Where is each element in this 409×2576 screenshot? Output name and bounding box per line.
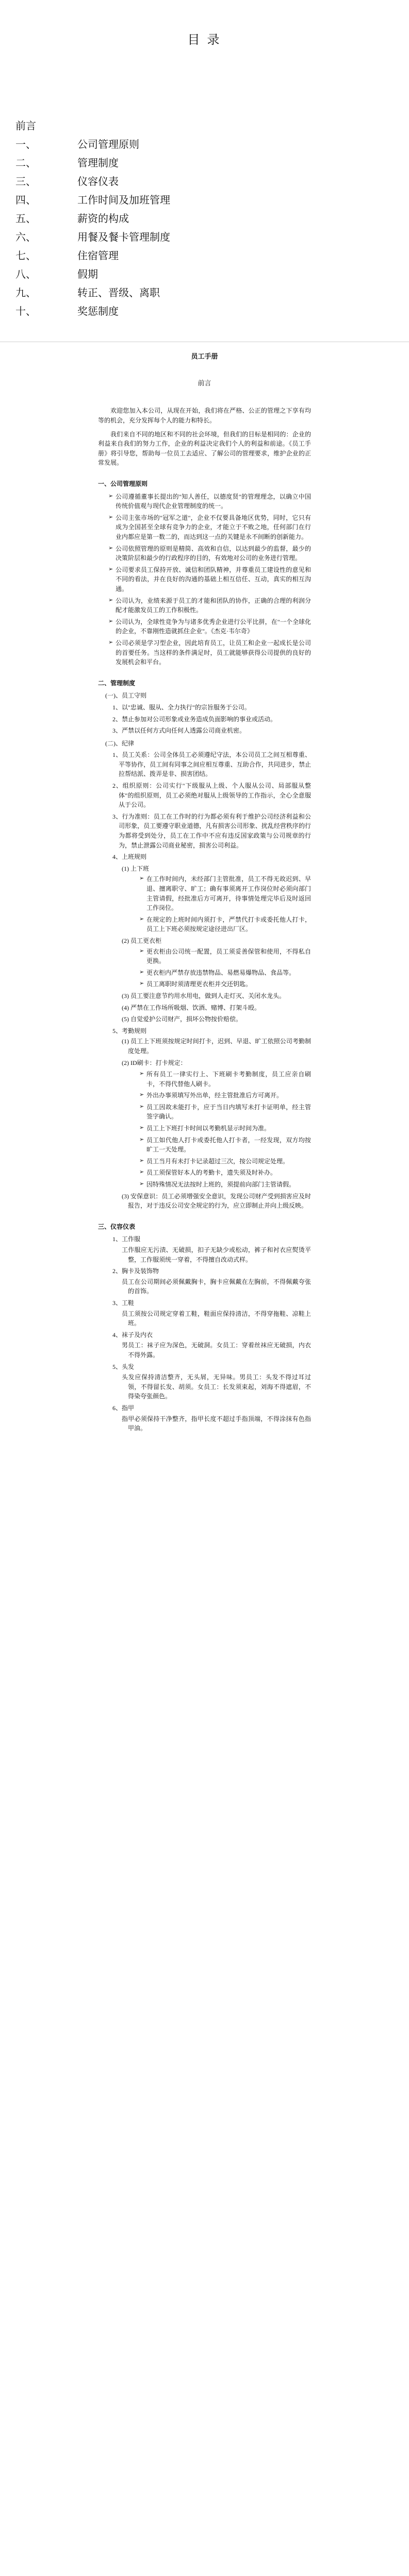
clause-text: (3) 员工要注意节约用水用电，做到人走灯灭、关闭水龙头。 bbox=[122, 992, 285, 999]
toc-item bbox=[15, 228, 409, 247]
document-body bbox=[0, 406, 409, 1433]
attendance-bullet: ➢ 所有员工一律实行上、下班刷卡考勤制度，员工应亲自刷卡，不得代替他人刷卡。 bbox=[139, 1070, 311, 1089]
toc-item-label: 转正、晋级、离职 bbox=[77, 287, 160, 299]
clause-heading: 5、考勤规则 bbox=[112, 1027, 147, 1035]
toc-item bbox=[15, 265, 409, 284]
rule-item: 2、禁止参加对公司形象或业务造成负面影响的事业或活动。 bbox=[112, 715, 277, 723]
toc-item-label: 仪容仪表 bbox=[77, 176, 119, 188]
preface-paragraph: 欢迎您加入本公司，从现在开始，我们将在严格、公正的管理之下享有均等的机会，充分发挥每个人的能力和特长。 bbox=[98, 407, 311, 425]
toc-item bbox=[15, 135, 409, 154]
appearance-text: 员工在公司期间必须佩戴胸卡，胸卡应佩戴在左胸前，不得佩戴夸张的首饰。 bbox=[122, 1278, 311, 1295]
toc-title: 目 录 bbox=[187, 33, 222, 47]
toc-item-number: 八、 bbox=[15, 268, 36, 280]
principle-item: ➢ 公司主张市场的"冠军之道"，企业不仅要具备地区优势，同时，它只有成为全国甚至全球有竞争力的企业，才能立于不败之地，任何部门在行业内都应是第一数二的，而达到这一点的关键是永不间断的创新能力。 bbox=[108, 513, 311, 542]
handbook-title: 员工手册 bbox=[191, 352, 218, 361]
appearance-text: 工作服应无污渍、无破损，扣子无缺少或松动，裤子和衬衣应熨烫平整，工作服须统一穿着，不得擅自改动式样。 bbox=[122, 1246, 311, 1263]
toc-item-number: 二、 bbox=[15, 157, 36, 169]
appearance-text: 指甲必须保持干净整齐，指甲长度不超过手指顶端，不得涂抹有色指甲油。 bbox=[122, 1415, 311, 1432]
principle-item: ➢ 公司遵循董事长提出的"知人善任，以德度贤"的管理理念，以确立中国传统价值观与现代企业管理制度的统一。 bbox=[108, 492, 311, 511]
discipline-item: 2、组织原则：公司实行"下级服从上级、个人服从公司、局部服从整体"的组织原则，员工必须绝对服从上级领导的工作指示，全心全意服从于公司。 bbox=[112, 782, 311, 809]
discipline-item: 3、行为准则：员工在工作时的行为都必须有利于维护公司经济利益和公司形象，员工要遵守职业道德，凡有损害公司形象、扰乱经营秩序的行为都将受到处分，员工在工作中不应有违反国家政策与公司规章的行为，禁止泄露公司商业秘密，损害公司利益。 bbox=[112, 812, 311, 849]
toc-item bbox=[15, 247, 409, 265]
attendance-item: (1) 员工上下班须按规定时间打卡，迟到、早退、旷工依照公司考勤制度处理。 bbox=[122, 1038, 311, 1055]
toc-item-label: 薪资的构成 bbox=[77, 213, 129, 225]
clause-heading: (1) 上下班 bbox=[122, 865, 149, 872]
appearance-heading: 1、工作服 bbox=[112, 1235, 141, 1243]
locker-bullet: ➢ 更衣柜由公司统一配置，员工须妥善保管和使用，不得私自更换。 bbox=[139, 947, 311, 966]
toc-item bbox=[15, 117, 409, 135]
rule-bullet: ➢ 在规定的上班时间内须打卡，严禁代打卡或委托他人打卡，员工上下班必须按规定途径进出厂区。 bbox=[139, 915, 311, 934]
preface-paragraph: 我们来自不同的地区和不同的社会环境，但我们的目标是相同的：企业的利益来自我们的努力工作，企业的利益决定我们个人的利益和前途。《员工手册》将引导您，帮助每一位员工去适应、了解公司的管理要求，维护企业的正常发展。 bbox=[98, 430, 311, 467]
principle-item: ➢ 公司认为，全球性竞争为与诸多优秀企业进行公平比拼，在"一个全球化的企业，不靠刚性造就抓住企业"。《杰克·韦尔奇》 bbox=[108, 617, 311, 636]
toc-item-number: 六、 bbox=[15, 231, 36, 243]
attendance-item: (2) ID刷卡：打卡规定： bbox=[122, 1059, 187, 1066]
attendance-bullet: ➢ 员工因故未能打卡，应于当日内填写未打卡证明单，经主管签字确认。 bbox=[139, 1103, 311, 1122]
clause-text: (3) 安保意识：员工必须增强安全意识，发现公司财产受到损害应及时报告，对于违反公司安全规定的行为，应立即制止并向上级反映。 bbox=[122, 1192, 311, 1210]
toc-item-number: 七、 bbox=[15, 250, 36, 262]
toc-item-number: 前言 bbox=[15, 120, 36, 132]
section-heading: 三、仪容仪表 bbox=[98, 1223, 136, 1230]
toc-item-number: 四、 bbox=[15, 194, 36, 206]
toc-item bbox=[15, 210, 409, 228]
clause-heading: (2) 员工更衣柜 bbox=[122, 937, 161, 944]
clause-text: (5) 自觉爱护公司财产，损坏公物按价赔偿。 bbox=[122, 1015, 242, 1023]
attendance-bullet: ➢ 员工当月有未打卡记录超过三次，按公司规定处理。 bbox=[139, 1157, 311, 1166]
locker-bullet: ➢ 更衣柜内严禁存放违禁物品、易燃易爆物品、食品等。 bbox=[139, 968, 311, 978]
principle-item: ➢ 公司依照管理的原则是精简、高效和自信，以达到最少的监督，最少的决策阶层和最少的行政程序的目的，有效地对公司的业务进行管理。 bbox=[108, 544, 311, 563]
preface-title: 前言 bbox=[198, 379, 211, 387]
toc-item-label: 假期 bbox=[77, 268, 98, 280]
appearance-text: 男员工：袜子应为深色，无破洞。女员工：穿着丝袜应无破损，内衣不得外露。 bbox=[122, 1342, 311, 1359]
appearance-heading: 3、工鞋 bbox=[112, 1299, 135, 1307]
toc-item bbox=[15, 154, 409, 173]
toc-item-label: 公司管理原则 bbox=[77, 139, 139, 150]
toc-item-number: 九、 bbox=[15, 287, 36, 299]
rule-item: 1、以"忠诚、服从、全力执行"的宗旨服务于公司。 bbox=[112, 703, 251, 711]
toc-item bbox=[15, 302, 409, 321]
toc-item bbox=[15, 173, 409, 191]
principle-item: ➢ 公司必须是学习型企业，因此培育员工，让员工和企业一起成长是公司的首要任务。当这样的条件满足时，员工就能够获得公司提供的良好的发展机会和平台。 bbox=[108, 638, 311, 667]
toc-item-number: 三、 bbox=[15, 176, 36, 188]
appearance-heading: 4、袜子及内衣 bbox=[112, 1331, 153, 1338]
toc-item-number: 五、 bbox=[15, 213, 36, 225]
toc-item-number: 十、 bbox=[15, 306, 36, 317]
section-heading: 一、公司管理原则 bbox=[98, 480, 148, 488]
attendance-bullet: ➢ 员工须保管好本人的考勤卡，遗失须及时补办。 bbox=[139, 1168, 311, 1178]
appearance-text: 员工须按公司规定穿着工鞋，鞋面应保持清洁，不得穿拖鞋、凉鞋上班。 bbox=[122, 1310, 311, 1327]
rule-item: 3、严禁以任何方式向任何人透露公司商业机密。 bbox=[112, 727, 246, 735]
attendance-bullet: ➢ 外出办事须填写外出单，经主管批准后方可离开。 bbox=[139, 1091, 311, 1100]
subsection-heading: (一)、员工守则 bbox=[105, 692, 146, 700]
toc-item-label: 管理制度 bbox=[77, 157, 119, 169]
appearance-heading: 6、指甲 bbox=[112, 1404, 135, 1412]
section-heading: 二、管理制度 bbox=[98, 679, 136, 687]
toc-item-label: 住宿管理 bbox=[77, 250, 119, 262]
toc-item-number: 一、 bbox=[15, 139, 36, 150]
appearance-heading: 5、头发 bbox=[112, 1363, 135, 1370]
principle-item: ➢ 公司认为，业绩来源于员工的才能和团队的协作，正确的合理的利润分配才能激发员工的工作积极性。 bbox=[108, 596, 311, 615]
clause-text: (4) 严禁在工作场所吸烟、饮酒、赌博、打架斗殴。 bbox=[122, 1004, 260, 1011]
appearance-text: 头发应保持清洁整齐，无头屑，无异味。男员工：头发不得过耳过领，不得留长发、胡须。女员工：长发须束起，刘海不得遮眉，不得染夸张颜色。 bbox=[122, 1374, 311, 1400]
toc-item-label: 用餐及餐卡管理制度 bbox=[77, 231, 170, 243]
toc-item-label: 工作时间及加班管理 bbox=[77, 194, 170, 206]
principle-item: ➢ 公司要求员工保持开放、诚信和团队精神，并尊重员工建设性的意见和不同的看法，并在良好的沟通的基础上相互信任、互动，真实的相互沟通。 bbox=[108, 565, 311, 594]
locker-bullet: ➢ 员工离职时须清理更衣柜并交还钥匙。 bbox=[139, 979, 311, 989]
rule-bullet: ➢ 在工作时间内，未经部门主管批准，员工不得无故迟到、早退、擅离职守、旷工；确有事须离开工作岗位时必须向部门主管请假，经批准后方可离开，待事情处理完毕后及时返回工作岗位。 bbox=[139, 874, 311, 912]
subsection-heading: (二)、纪律 bbox=[105, 739, 134, 747]
discipline-item: 4、上班规则 bbox=[112, 853, 147, 861]
table-of-contents bbox=[0, 117, 409, 321]
appearance-heading: 2、胸卡及装饰物 bbox=[112, 1267, 159, 1275]
toc-item bbox=[15, 284, 409, 302]
toc-item bbox=[15, 191, 409, 210]
toc-item-label: 奖惩制度 bbox=[77, 306, 119, 317]
discipline-item: 1、员工关系：公司全体员工必须遵纪守法，本公司员工之间互相尊重、平等协作，员工间有同事之间应相互尊重、互助合作，共同进步，禁止拉帮结派、拨弄是非、损害团结。 bbox=[112, 751, 311, 778]
attendance-bullet: ➢ 因特殊情况无法按时上班的，须提前向部门主管请假。 bbox=[139, 1180, 311, 1190]
attendance-bullet: ➢ 员工上下班打卡时间以考勤机显示时间为准。 bbox=[139, 1124, 311, 1133]
attendance-bullet: ➢ 员工如代他人打卡或委托他人打卡者，一经发现，双方均按旷工一天处理。 bbox=[139, 1136, 311, 1155]
